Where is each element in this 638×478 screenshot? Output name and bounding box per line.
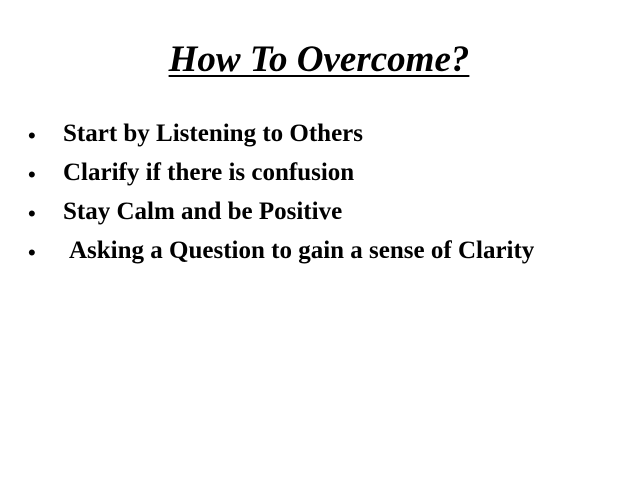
bullet-icon: • <box>28 201 36 226</box>
bullet-text: Stay Calm and be Positive <box>63 198 343 225</box>
bullet-text: Start by Listening to Others <box>63 120 363 147</box>
bullet-icon: • <box>28 162 36 187</box>
slide-title: How To Overcome? <box>168 39 470 80</box>
bullet-icon: • <box>28 240 36 265</box>
bullet-icon: • <box>28 123 36 148</box>
bullet-text: Clarify if there is confusion <box>63 159 355 186</box>
bullet-text: Asking a Question to gain a sense of Clarity <box>69 237 535 264</box>
